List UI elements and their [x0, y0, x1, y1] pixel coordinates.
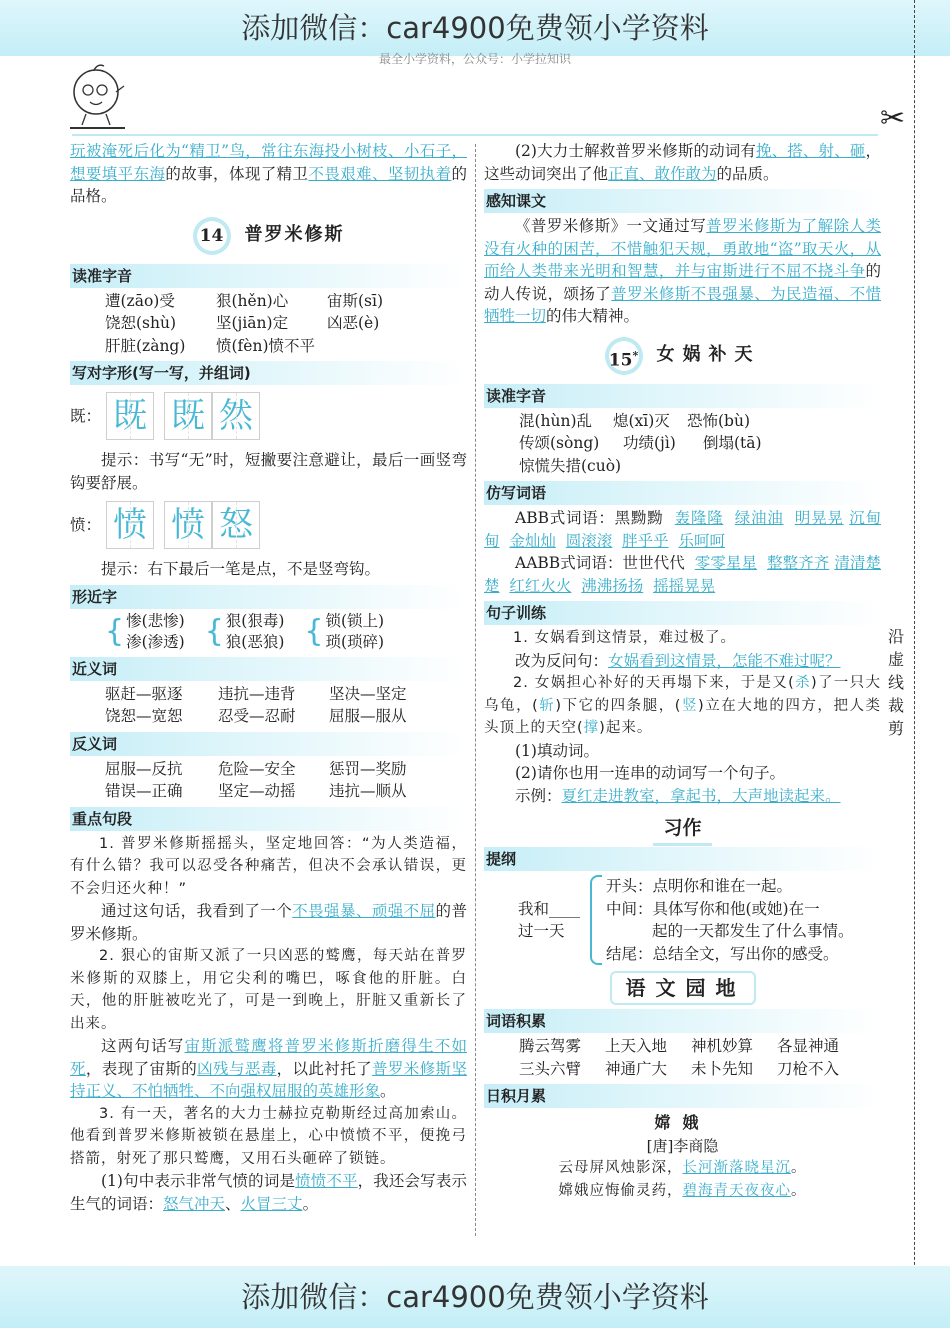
section-read: 读准字音	[70, 264, 467, 288]
lesson-15-title: 15* 女娲补天	[484, 334, 881, 378]
sub-banner: 最全小学资料，公众号：小学拉知识	[378, 52, 571, 66]
outline: 我和____ 过一天 开头：点明你和谁在一起。 中间：具体写你和他(或她)在一 起的一天都发生了什么事情。 结尾：总结全文，写出你的感受。	[484, 875, 881, 965]
right-column	[484, 140, 881, 1202]
section-daily: 日积月累	[484, 1084, 881, 1108]
cut-line	[914, 0, 915, 1320]
section-feel: 感知课文	[484, 189, 881, 213]
sentence-example: 示例：夏红走进教室，拿起书，大声地读起来。	[515, 786, 841, 805]
garden-title: 语文园地	[484, 971, 881, 1005]
top-banner	[0, 0, 950, 56]
key-sentence-1: 1. 普罗米修斯摇摇头，坚定地回答：“为人类造福，有什么错？我可以忍受各种痛苦，但决不会承认错误，更不会归还火种！”	[70, 835, 467, 897]
key-sentence-2: 2. 狠心的宙斯又派了一只凶恶的鹫鹰，每天站在普罗米修斯的双膝上，用它尖利的嘴巴，啄食他的肝脏。白天，他的肝脏被吃光了，可是一到晚上，肝脏又重新长了出来。	[70, 948, 467, 1032]
read-list-15: 混(hùn)乱 熄(xī)灭 恐怖(bù) 传颂(sòng) 功绩(jì) 倒塌(tā) 惊慌失措(cuò)	[519, 411, 762, 475]
read-list: 遭(zāo)受 狠(hěn)心 宙斯(sī) 饶恕(shù) 坚(jiān)定 凶恶(è) 肝脏(zàng) 愤(fèn)愤不平	[105, 291, 384, 355]
feel-paragraph: 《普罗米修斯》一文通过写普罗米修斯为了解除人类没有火种的困苦，不惜触犯天规，勇敢地“盗”取天火，从而给人类带来光明和智慧，并与宙斯进行不屈不挠斗争的动人传说，颂扬了普罗米修斯不畏强暴、为民造福、不惜牺牲一切的伟大精神。	[484, 217, 881, 325]
lesson-14-title: 14 普罗米修斯	[70, 214, 467, 258]
sentence-q2: (2)请你也用一连串的动词写一个句子。	[515, 764, 785, 782]
banner-text: 添加微信：car4900免费领小学资料	[241, 11, 709, 45]
section-outline: 提纲	[484, 847, 881, 871]
apple-mascot-icon	[66, 62, 128, 128]
words-list: 腾云驾雾 上天入地 神机妙算 各显神通 三头六臂 神通广大 未卜先知 刀枪不入	[519, 1037, 840, 1078]
similar-chars: { 惨(悲惨) 渗(渗透) { 狠(狠毒) 狼(恶狼) { 锁(锁上) 琐(琐碎)	[105, 611, 385, 651]
intro-paragraph: 玩被淹死后化为“精卫”鸟，常往东海投小树枝、小石子，想要填平东海的故事，体现了精卫不畏艰难、坚韧执着的品格。	[70, 142, 467, 205]
left-column	[70, 140, 467, 1215]
synonym-list: 驱赶—驱逐 违抗—违背 坚决—坚定 饶恕—宽恕 忍受—忍耐 屈服—服从	[105, 684, 407, 725]
section-read-15: 读准字音	[484, 384, 881, 408]
section-words: 词语积累	[484, 1009, 881, 1033]
aabb-words: AABB式词语：世世代代 零零星星 整整齐齐 清清楚楚 红红火火 沸沸扬扬 摇摇晃晃	[484, 554, 881, 595]
section-antonyms: 反义词	[70, 732, 467, 756]
column-divider	[475, 144, 476, 1236]
key-sentence-3: 3. 有一天，著名的大力士赫拉克勒斯经过高加索山。他看到普罗米修斯被锁在悬崖上，心中愤愤不平，便挽弓搭箭，射死了那只鹫鹰，又用石头砸碎了锁链。	[70, 1105, 467, 1167]
header-divider	[72, 134, 878, 136]
write-tip-1: 提示：书写“无”时，短撇要注意避让，最后一画竖弯钩要舒展。	[70, 451, 467, 492]
bottom-banner	[0, 1266, 950, 1328]
section-write: 写对字形(写一写，并组词)	[70, 361, 467, 385]
header-rule	[70, 127, 125, 129]
section-imitate: 仿写词语	[484, 481, 881, 505]
abb-words: ABB式词语：黑黝黝 轰隆隆 绿油油 明晃晃 沉甸甸 金灿灿 圆滚滚 胖乎乎 乐呵呵	[484, 509, 881, 550]
antonym-list: 屈服—反抗 危险—安全 惩罚—奖励 错误—正确 坚定—动摇 违抗—顺从	[105, 759, 407, 800]
scissors-icon: ✂	[880, 101, 906, 136]
outline-brace	[590, 875, 602, 965]
key-answer-2: 这两句话写宙斯派鹫鹰将普罗米修斯折磨得生不如死，表现了宙斯的凶残与恶毒，以此衬托了普罗米修斯坚持正义、不怕牺牲、不向强权屈服的英雄形象。	[70, 1037, 467, 1100]
q2-answer: (2)大力士解救普罗米修斯的动词有挽、搭、射、砸，这些动词突出了他正直、敢作敢为的品质。	[484, 142, 881, 183]
write-tip-2: 提示：右下最后一笔是点，不是竖弯钩。	[101, 560, 381, 578]
sentence-2: 2. 女娲担心补好的天再塌下来，于是又(杀)了一只大乌龟，(斩)下它的四条腿，(竖)立在大地的四方，把人类头顶上的天空(撑)起来。	[484, 675, 882, 736]
sentence-1: 1. 女娲看到这情景，难过极了。	[513, 630, 736, 646]
writing-title: 习作	[484, 813, 881, 843]
key-answer-3: (1)句中表示非常气愤的词是愤愤不平，我还会写表示生气的词语：怒气冲天、火冒三丈。	[70, 1172, 467, 1213]
banner-text-bottom: 添加微信：car4900免费领小学资料	[241, 1280, 709, 1314]
section-key-sentences: 重点句段	[70, 807, 467, 831]
key-answer-1: 通过这句话，我看到了一个不畏强暴、顽强不屈的普罗米修斯。	[70, 902, 467, 943]
poem: 嫦娥 [唐]李商隐 云母屏风烛影深，长河渐落晓星沉。 嫦娥应悔偷灵药，碧海青天夜夜心。	[558, 1113, 807, 1199]
sentence-q1: (1)填动词。	[515, 741, 599, 760]
section-sentence: 句子训练	[484, 601, 881, 625]
cut-instruction: 沿虚线裁剪	[887, 627, 904, 738]
write-row-ji: 既： 既 既 然	[70, 388, 467, 444]
write-row-fen: 愤： 愤 愤 怒	[70, 497, 467, 553]
section-similar: 形近字	[70, 585, 467, 609]
section-synonyms: 近义词	[70, 657, 467, 681]
sentence-1-answer: 改为反问句：女娲看到这情景，怎能不难过呢？	[515, 651, 841, 670]
